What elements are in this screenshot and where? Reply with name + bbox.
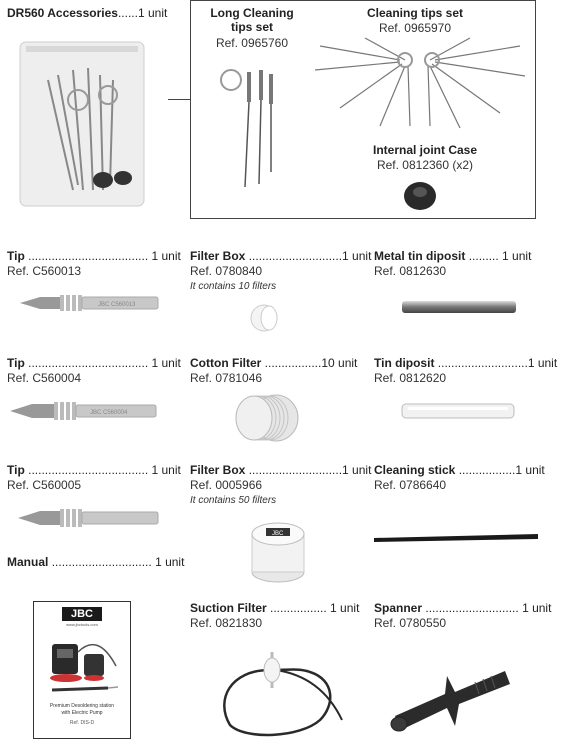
manual-brand-logo: JBC — [62, 607, 102, 621]
long-cleaning-tips-image — [215, 62, 285, 192]
filter-box2-image — [248, 520, 308, 584]
suction-filter-qty: 1 unit — [330, 601, 360, 615]
long-cleaning-ref: Ref. 0965760 — [215, 36, 289, 50]
spanner-qty: 1 unit — [522, 601, 552, 615]
tip1-ref: Ref. C560013 — [7, 264, 82, 278]
tip2-dots: .................................... — [28, 356, 149, 370]
filter-box1-dots: ............................ — [248, 249, 343, 263]
suction-filter-name: Suction Filter — [190, 601, 267, 615]
cleaning-stick-image — [374, 531, 540, 543]
cleaning-stick-heading — [374, 463, 545, 477]
metal-tin-diposit-image — [400, 298, 518, 316]
cotton-filter-heading — [190, 356, 357, 370]
internal-case-name: Internal joint Case — [372, 143, 478, 157]
cotton-filter-image — [232, 392, 302, 444]
cotton-filter-name: Cotton Filter — [190, 356, 262, 370]
metal-tin-name: Metal tin diposit — [374, 249, 466, 263]
tip3-heading — [7, 463, 181, 477]
filter-box1-note: It contains 10 filters — [190, 281, 277, 292]
manual-dots: .............................. — [51, 555, 152, 569]
tip2-name: Tip — [7, 356, 25, 370]
filter-box1-qty: 1 unit — [342, 249, 372, 263]
metal-tin-ref: Ref. 0812630 — [374, 264, 447, 278]
manual-title-line2: with Electric Pump — [61, 710, 103, 716]
tip2-ref: Ref. C560004 — [7, 371, 82, 385]
long-cleaning-title — [200, 6, 304, 34]
metal-tin-qty: 1 unit — [502, 249, 532, 263]
cotton-filter-dots: ................. — [264, 356, 322, 370]
tip1-qty: 1 unit — [151, 249, 181, 263]
long-cleaning-line2: tips set — [230, 20, 273, 34]
cotton-filter-qty: 10 unit — [321, 356, 358, 370]
manual-heading — [7, 555, 184, 569]
manual-station-image — [48, 632, 120, 698]
manual-cover — [33, 601, 131, 739]
filter-box1-name: Filter Box — [190, 249, 246, 263]
tin-diposit-name: Tin diposit — [374, 356, 435, 370]
tip2-image — [10, 399, 160, 423]
tip1-engraving: JBC C560013 — [98, 302, 136, 308]
tip1-image — [20, 292, 160, 314]
dr560-name: DR560 Accessories — [7, 6, 118, 20]
filter-box2-qty: 1 unit — [342, 463, 372, 477]
internal-joint-case-image — [400, 178, 440, 212]
tip1-name: Tip — [7, 249, 25, 263]
tin-diposit-ref: Ref. 0812620 — [374, 371, 447, 385]
cleaning-tips-ref: Ref. 0965970 — [378, 21, 452, 35]
tip3-name: Tip — [7, 463, 25, 477]
long-cleaning-line1: Long Cleaning — [210, 6, 294, 20]
tip2-heading — [7, 356, 181, 370]
internal-case-ref: Ref. 0812360 (x2) — [376, 158, 474, 172]
cleaning-tips-title — [350, 6, 480, 20]
suction-filter-ref: Ref. 0821830 — [190, 616, 263, 630]
tip3-qty: 1 unit — [151, 463, 181, 477]
spanner-dots: ............................ — [425, 601, 519, 615]
cleaning-stick-qty: 1 unit — [515, 463, 545, 477]
manual-qty: 1 unit — [155, 555, 185, 569]
cotton-filter-ref: Ref. 0781046 — [190, 371, 263, 385]
dr560-qty: 1 unit — [137, 6, 168, 20]
metal-tin-dots: ......... — [468, 249, 499, 263]
suction-filter-heading — [190, 601, 359, 615]
cleaning-stick-name: Cleaning stick — [374, 463, 456, 477]
tin-diposit-heading — [374, 356, 557, 370]
tip1-dots: .................................... — [28, 249, 149, 263]
filter-box2-heading — [190, 463, 371, 477]
cleaning-tips-name: Cleaning tips set — [366, 6, 464, 20]
dr560-dots: ...... — [117, 6, 138, 20]
tip1-heading — [7, 249, 181, 263]
internal-case-title — [355, 143, 495, 157]
cleaning-stick-ref: Ref. 0786640 — [374, 478, 447, 492]
cleaning-tips-set-image — [310, 38, 530, 128]
manual-cover-ref: Ref. DIS-D — [69, 720, 95, 726]
tin-diposit-qty: 1 unit — [527, 356, 558, 370]
filter-box2-ref: Ref. 0005966 — [190, 478, 263, 492]
tip2-qty: 1 unit — [151, 356, 181, 370]
spanner-name: Spanner — [374, 601, 423, 615]
metal-tin-heading — [374, 249, 531, 263]
suction-filter-image — [210, 640, 350, 740]
manual-name: Manual — [7, 555, 49, 569]
cleaning-stick-dots: ................. — [458, 463, 516, 477]
tin-diposit-image — [400, 400, 516, 422]
spanner-heading — [374, 601, 551, 615]
accessories-bag-image — [18, 40, 148, 210]
filter-box1-ref: Ref. 0780840 — [190, 264, 263, 278]
dr560-heading — [7, 6, 167, 20]
tin-diposit-dots: ........................... — [437, 356, 528, 370]
filter-box2-name: Filter Box — [190, 463, 246, 477]
spanner-image — [385, 646, 515, 736]
filter-box1-image — [248, 302, 282, 334]
spanner-ref: Ref. 0780550 — [374, 616, 447, 630]
tip2-engraving: JBC C560004 — [90, 410, 128, 416]
tip3-ref: Ref. C560005 — [7, 478, 82, 492]
suction-filter-dots: ................. — [270, 601, 327, 615]
filter-box1-heading — [190, 249, 371, 263]
connector-line — [168, 99, 190, 100]
manual-title-line1: Premium Desoldering station — [49, 703, 115, 709]
filter-box2-label: JBC — [272, 531, 284, 537]
filter-box2-note: It contains 50 filters — [190, 495, 277, 506]
tip3-image — [18, 506, 160, 530]
filter-box2-dots: ............................ — [248, 463, 343, 477]
manual-website: www.jbctools.com — [66, 622, 98, 627]
tip3-dots: .................................... — [28, 463, 149, 477]
